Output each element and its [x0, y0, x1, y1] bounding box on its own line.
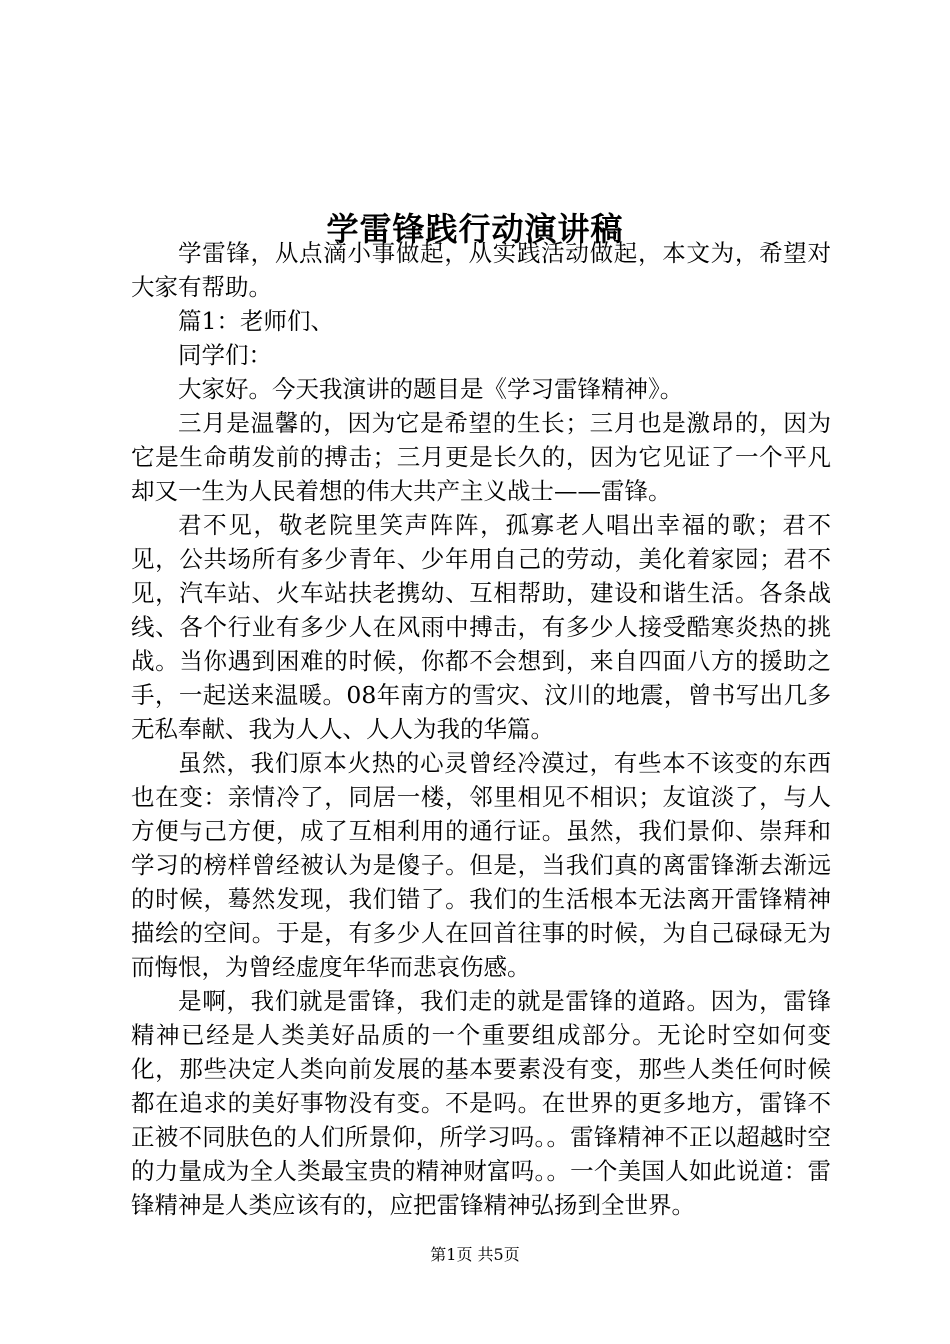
document-title: 学雷锋践行动演讲稿: [326, 210, 624, 249]
paragraph-march: 三月是温馨的，因为它是希望的生长；三月也是激昂的，因为它是生命萌发前的搏击；三月更是长久的，因为它见证了一个平凡却又一生为人民着想的伟大共产主义战士——雷锋。: [131, 409, 831, 505]
page-footer: 第1页 共5页: [430, 1245, 520, 1264]
paragraph-conclusion: 是啊，我们就是雷锋，我们走的就是雷锋的道路。因为，雷锋精神已经是人类美好品质的一个重要组成部分。无论时空如何变化，那些决定人类向前发展的基本要素没有变，那些人类任何时候都在追求的美好事物没有变。不是吗。在世界的更多地方，雷锋不正被不同肤色的人们所景仰，所学习吗。。雷锋精神不正以超越时空的力量成为全人类最宝贵的精神财富吗。。一个美国人如此说道：雷锋精神是人类应该有的，应把雷锋精神弘扬到全世界。: [131, 987, 831, 1219]
paragraph-reflection: 虽然，我们原本火热的心灵曾经冷漠过，有些本不该变的东西也在变：亲情冷了，同居一楼，邻里相见不相识；友谊淡了，与人方便与己方便，成了互相利用的通行证。虽然，我们景仰、崇拜和学习的榜样曾经被认为是傻子。但是，当我们真的离雷锋渐去渐远的时候，蓦然发现，我们错了。我们的生活根本无法离开雷锋精神描绘的空间。于是，有多少人在回首往事的时候，为自己碌碌无为而悔恨，为曾经虚度年华而悲哀伤感。: [131, 749, 831, 981]
paragraph-section-heading: 篇1：老师们、: [178, 307, 334, 335]
paragraph-salutation: 同学们：: [178, 341, 272, 369]
paragraph-greeting: 大家好。今天我演讲的题目是《学习雷锋精神》。: [178, 375, 684, 403]
paragraph-intro: 学雷锋，从点滴小事做起，从实践活动做起，本文为，希望对大家有帮助。: [131, 239, 831, 301]
paragraph-examples: 君不见，敬老院里笑声阵阵，孤寡老人唱出幸福的歌；君不见，公共场所有多少青年、少年用自己的劳动，美化着家园；君不见，汽车站、火车站扶老携幼、互相帮助，建设和谐生活。各条战线、各个行业有多少人在风雨中搏击，有多少人接受酷寒炎热的挑战。当你遇到困难的时候，你都不会想到，来自四面八方的援助之手，一起送来温暖。08年南方的雪灾、汶川的地震，曾书写出几多无私奉献、我为人人、人人为我的华篇。: [131, 511, 831, 743]
document-body: [131, 236, 831, 1222]
